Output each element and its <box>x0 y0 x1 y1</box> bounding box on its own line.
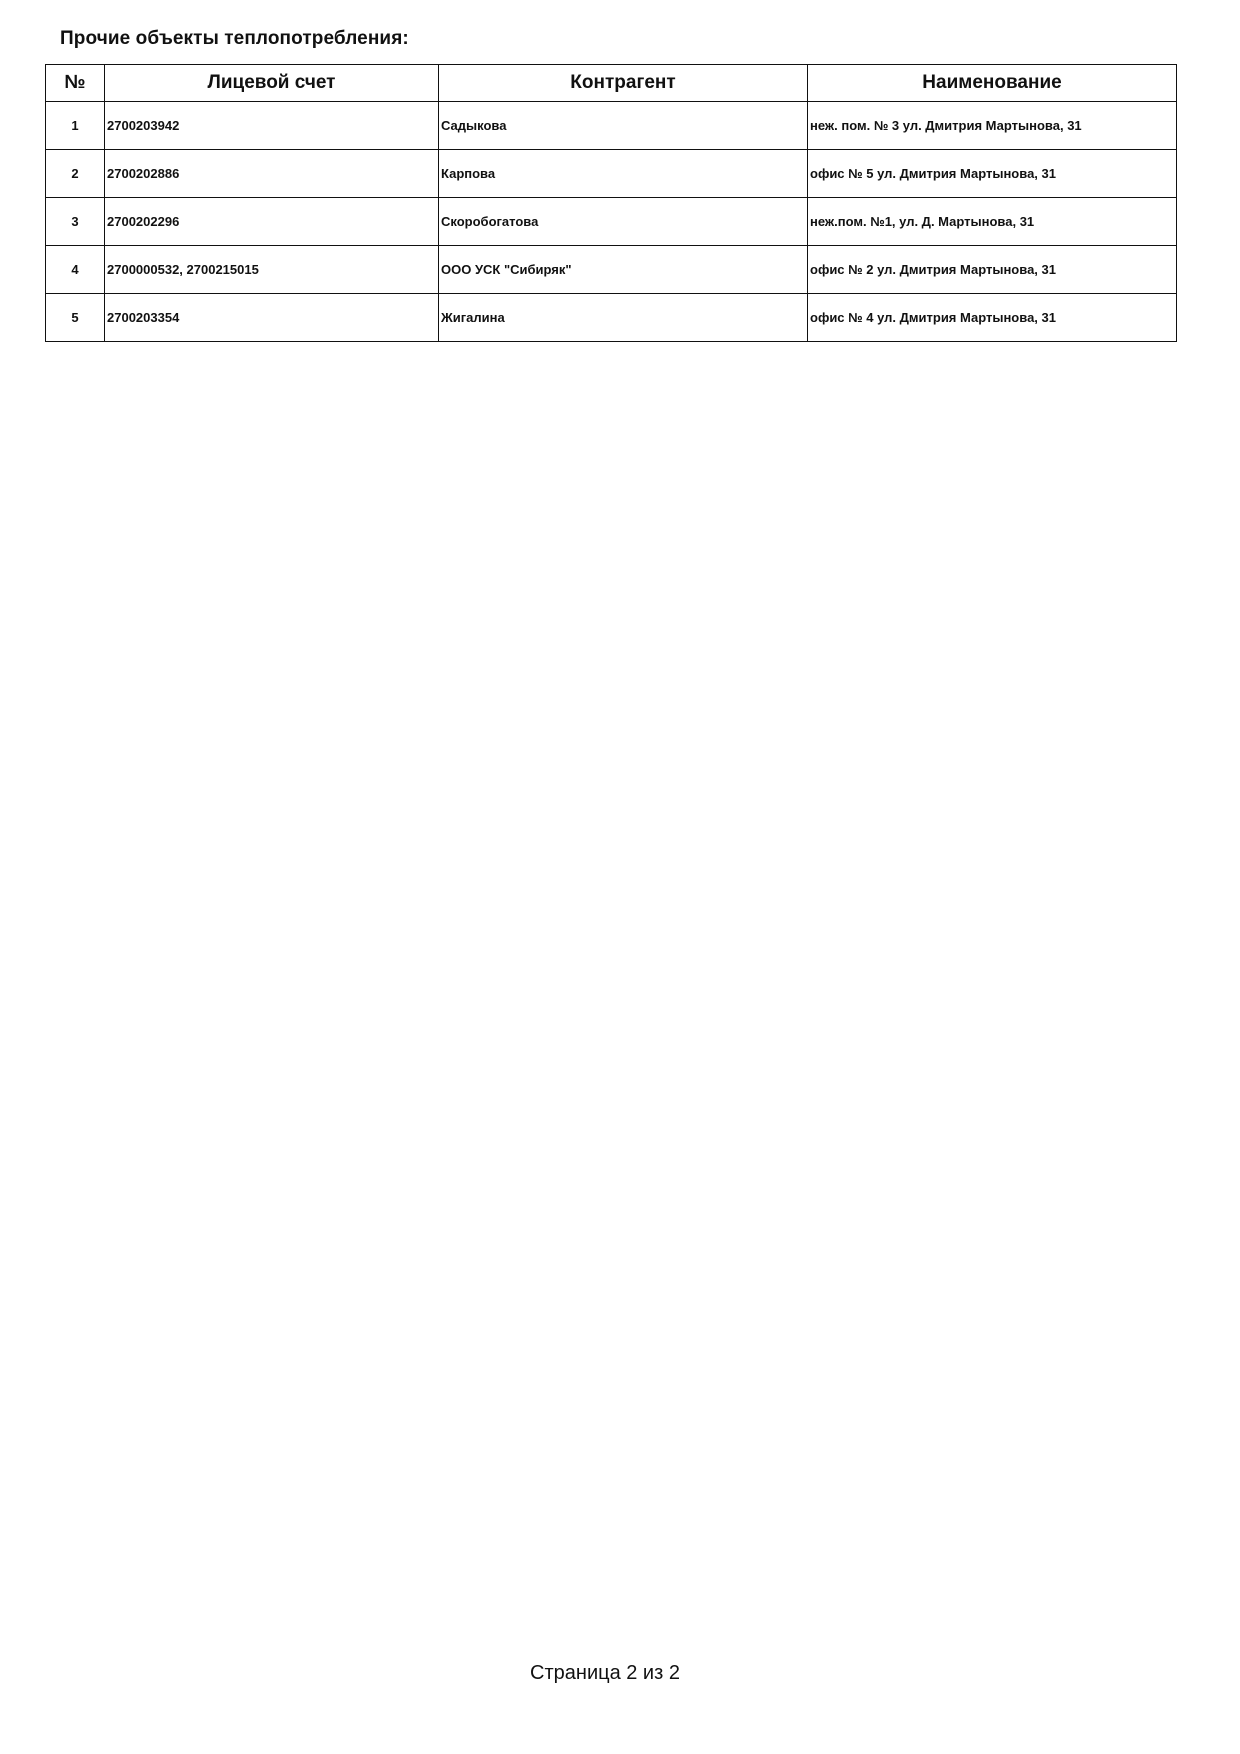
account-cell: 2700203354 <box>105 294 439 342</box>
column-header-num: № <box>46 65 105 102</box>
column-header-counterparty: Контрагент <box>439 65 808 102</box>
object-name-cell: неж. пом. № 3 ул. Дмитрия Мартынова, 31 <box>808 102 1177 150</box>
object-name-cell: неж.пом. №1, ул. Д. Мартынова, 31 <box>808 198 1177 246</box>
table-row <box>46 102 1177 150</box>
counterparty-cell: Садыкова <box>439 102 808 150</box>
counterparty-cell: Скоробогатова <box>439 198 808 246</box>
table-row <box>46 294 1177 342</box>
row-number: 2 <box>46 150 105 198</box>
table-row <box>46 198 1177 246</box>
row-number: 4 <box>46 246 105 294</box>
account-cell: 2700203942 <box>105 102 439 150</box>
counterparty-cell: Карпова <box>439 150 808 198</box>
column-header-account: Лицевой счет <box>105 65 439 102</box>
column-header-name: Наименование <box>808 65 1177 102</box>
heat-consumers-table <box>45 64 1177 342</box>
account-cell: 2700202886 <box>105 150 439 198</box>
row-number: 5 <box>46 294 105 342</box>
account-cell: 2700000532, 2700215015 <box>105 246 439 294</box>
object-name-cell: офис № 5 ул. Дмитрия Мартынова, 31 <box>808 150 1177 198</box>
account-cell: 2700202296 <box>105 198 439 246</box>
page-title: Прочие объекты теплопотребления: <box>60 28 409 49</box>
row-number: 3 <box>46 198 105 246</box>
object-name-cell: офис № 4 ул. Дмитрия Мартынова, 31 <box>808 294 1177 342</box>
row-number: 1 <box>46 102 105 150</box>
table-row <box>46 150 1177 198</box>
table-row <box>46 246 1177 294</box>
page-number: Страница 2 из 2 <box>530 1662 680 1684</box>
object-name-cell: офис № 2 ул. Дмитрия Мартынова, 31 <box>808 246 1177 294</box>
counterparty-cell: Жигалина <box>439 294 808 342</box>
table-header-row <box>46 65 1177 102</box>
counterparty-cell: ООО УСК "Сибиряк" <box>439 246 808 294</box>
